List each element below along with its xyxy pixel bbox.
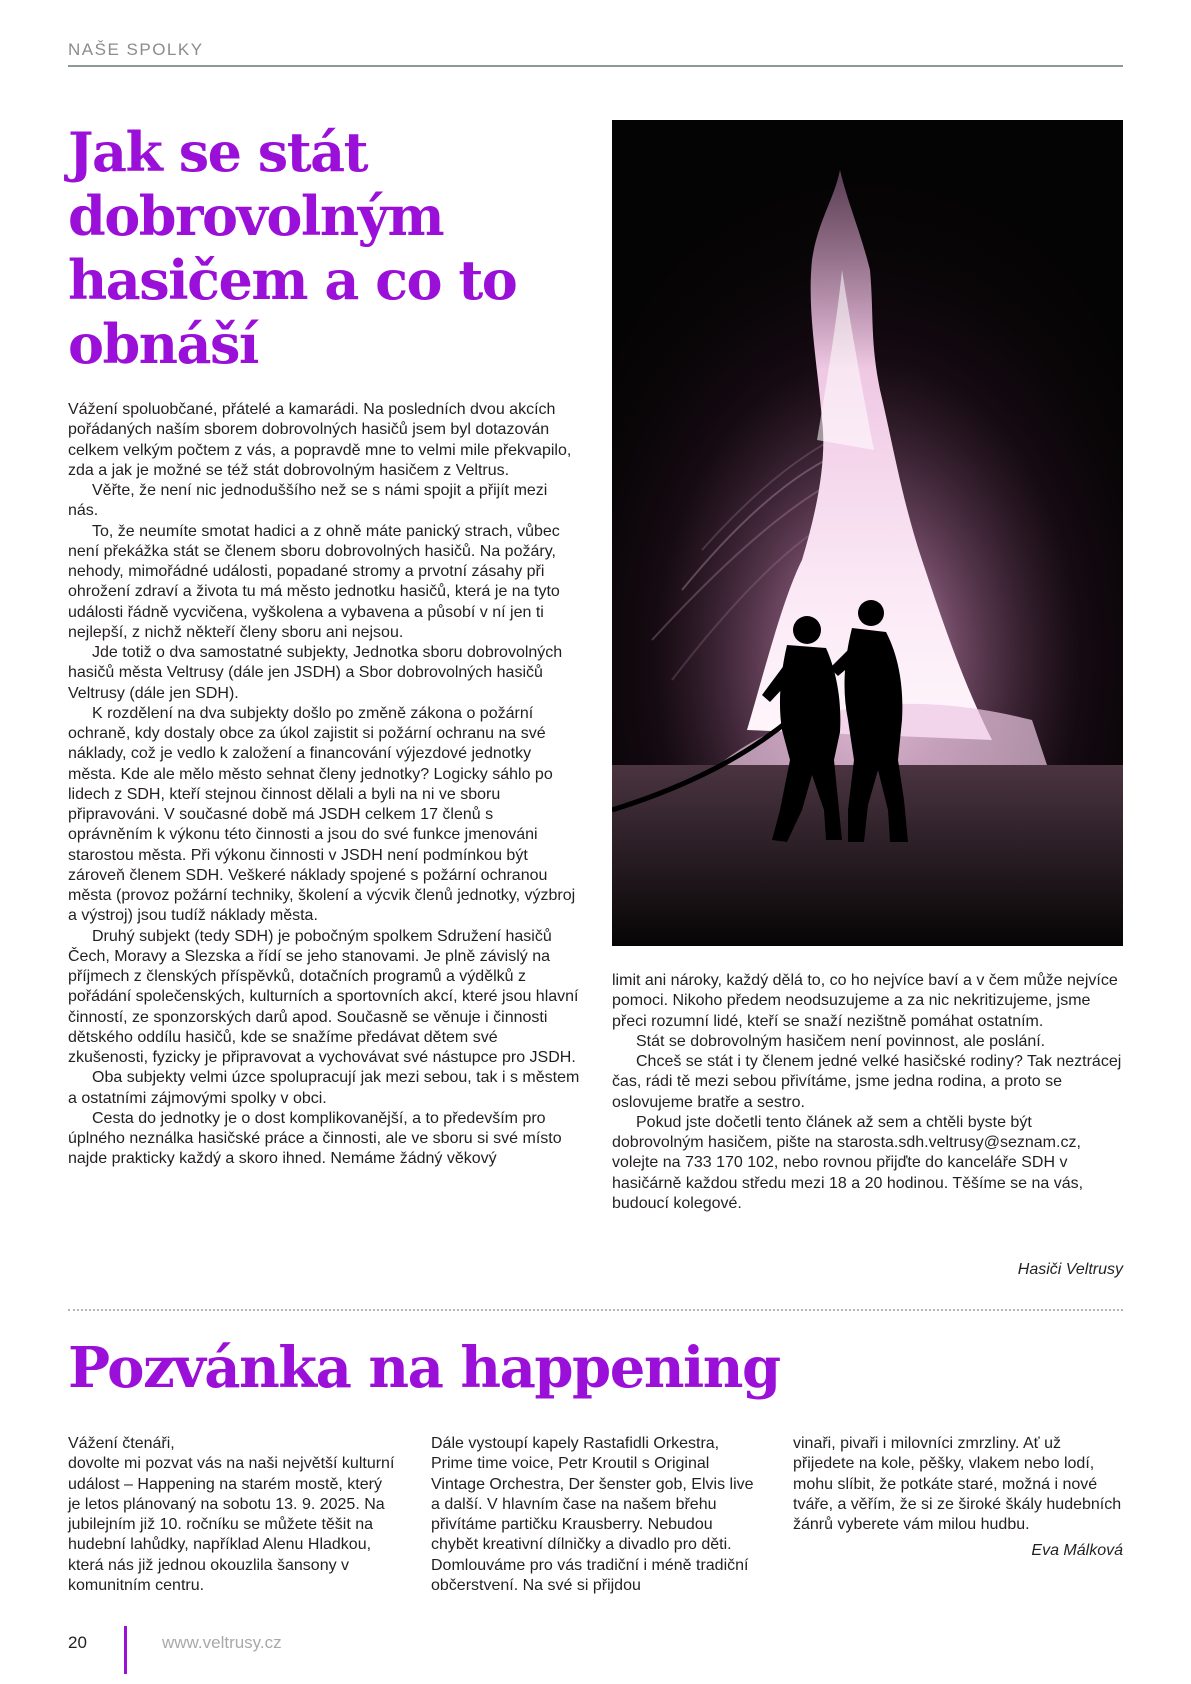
paragraph: Vážení čtenáři, bbox=[68, 1435, 175, 1452]
paragraph: limit ani nároky, každý dělá to, co ho nejvíce baví a v čem může nejvíce pomoci. Nikoho předem neodsuzujeme a za nic nekritizujeme, jsme přeci rozumní lidé, kteří se snaží nezištně pomáhat ostatním. bbox=[612, 972, 1118, 1030]
paragraph: Chceš se stát i ty členem jedné velké hasičské rodiny? Tak neztrácej čas, rádi tě mezi sebou přivítáme, jsme jedna rodina, a proto se oslovujeme bratře a sestro. bbox=[612, 1053, 1122, 1111]
article-signature: Hasiči Veltrusy bbox=[1017, 1261, 1123, 1278]
paragraph: vinaři, pivaři i milovníci zmrzliny. Ať už přijedete na kole, pěšky, vlakem nebo lodí, mohu slíbit, že potkáte staré, možná i nové tváře, a věřím, že si ze široké škály hudebních žánrů vyberete vám milou hudbu. bbox=[793, 1435, 1122, 1533]
paragraph: To, že neumíte smotat hadici a z ohně máte panický strach, vůbec není překážka stát se členem sboru dobrovolných hasičů. Na požáry, nehody, mimořádné události, popadané stromy a prvotní zásahy při ohrožení zdraví a života tu má město jednotku hasičů, která je na tyto události řádně vycvičena, vyškolena a vybavena a působí v ní jen ti nejlepší, z nichž někteří členy sboru ani nejsou. bbox=[68, 522, 560, 641]
paragraph: Vážení spoluobčané, přátelé a kamarádi. Na posledních dvou akcích pořádaných naším sborem dobrovolných hasičů jsem byl dotazován celkem velkým počtem z vás, a popravdě mne to velmi mile překvapilo, zda a jak je možné se též stát dobrovolným hasičem z Veltrus. bbox=[68, 401, 572, 479]
article-body-column-1 bbox=[68, 1434, 398, 1596]
article-body-column-2 bbox=[431, 1434, 761, 1596]
article-body-column-2 bbox=[612, 971, 1124, 1214]
article-title: Jak se stát dobrovolným hasičem a co to obnáší bbox=[68, 120, 517, 376]
paragraph: Věřte, že není nic jednoduššího než se s námi spojit a přijít mezi nás. bbox=[68, 482, 548, 520]
article-title: Pozvánka na happening bbox=[68, 1335, 780, 1401]
footer-website: www.veltrusy.cz bbox=[162, 1633, 282, 1652]
paragraph: Jde totiž o dva samostatné subjekty, Jednotka sboru dobrovolných hasičů města Veltrusy (dále jen JSDH) a Sbor dobrovolných hasičů Veltrusy (dále jen SDH). bbox=[68, 644, 563, 702]
article-body-column-3 bbox=[793, 1434, 1123, 1535]
paragraph: Druhý subjekt (tedy SDH) je pobočným spolkem Sdružení hasičů Čech, Moravy a Slezska a řídí se jeho stanovami. Je plně závislý na příjmech z členských příspěvků, dotačních programů a výdělků z pořádání společenských, kulturních a sportovních akcí, které jsou hlavní činností, ze sponzorských darů apod. Současně se věnuje i činnosti dětského oddílu hasičů, kde se snažíme předávat dětem své zkušenosti, fyzicky je připravovat a vychovávat své nástupce pro JSDH. bbox=[68, 927, 579, 1066]
article-body-column-1 bbox=[68, 400, 580, 1170]
paragraph: Dále vystoupí kapely Rastafidli Orkestra, Prime time voice, Petr Kroutil s Original Vintage Orchestra, Der šenster gob, Elvis live a další. V hlavním čase na našem břehu přivítáme partičku Krausberry. Nebudou chybět kreativní dílničky a divadlo pro děti. Domlouváme pro vás tradiční i méně tradiční občerstvení. Na své si přijdou bbox=[431, 1435, 754, 1594]
paragraph: dovolte mi pozvat vás na naši největší kulturní událost – Happening na starém mostě, který je letos plánovaný na sobotu 13. 9. 2025. Na jubilejním již 10. ročníku se můžete těšit na hudební lahůdky, například Alenu Hladkou, která nás již jednou okouzlila šansony v komunitním centru. bbox=[68, 1455, 395, 1594]
firefighters-bonfire-photo bbox=[612, 120, 1123, 946]
section-separator bbox=[68, 1309, 1123, 1311]
paragraph: Cesta do jednotky je o dost komplikovanější, a to především pro úplného neználka hasičské práce a činnosti, ale ve sboru si své místo najde prakticky každý a skoro ihned. Nemáme žádný věkový bbox=[68, 1109, 562, 1168]
paragraph: K rozdělení na dva subjekty došlo po změně zákona o požární ochraně, kdy dostaly obce za úkol zajistit si požární ochranu na své náklady, což je vedlo k založení a financování výjezdové jednotky města. Kde ale mělo město sehnat členy jednotky? Logicky sáhlo po lidech z SDH, kteří stejnou činnost dělali a byli na ni ve sboru připravováni. V současné době má JSDH celkem 17 členů s oprávněním k výkonu této činnosti a jsou do své funkce jmenováni starostou města. Při výkonu činnosti v JSDH není podmínkou být zároveň členem SDH. Veškeré náklady spojené s požární ochranou města (provoz požární techniky, školení a výcvik členů jednotky, výzbroj a výstroj) jsou tudíž náklady města. bbox=[68, 704, 576, 925]
paragraph: Stát se dobrovolným hasičem není povinnost, ale poslání. bbox=[636, 1032, 1046, 1050]
page-number: 20 bbox=[68, 1633, 87, 1652]
section-label: NAŠE SPOLKY bbox=[68, 40, 204, 59]
section-divider bbox=[68, 65, 1123, 67]
paragraph: Pokud jste dočetli tento článek až sem a chtěli byste být dobrovolným hasičem, pište na starosta.sdh.veltrusy@seznam.cz, volejte na 733 170 102, nebo rovnou přijďte do kanceláře SDH v hasičárně každou středu mezi 18 a 20 hodinou. Těšíme se na vás, budoucí kolegové. bbox=[612, 1113, 1084, 1212]
footer-divider bbox=[124, 1626, 127, 1674]
paragraph: Oba subjekty velmi úzce spolupracují jak mezi sebou, tak i s městem a ostatními zájmovými spolky v obci. bbox=[68, 1069, 580, 1107]
article-signature: Eva Málková bbox=[1031, 1542, 1123, 1559]
